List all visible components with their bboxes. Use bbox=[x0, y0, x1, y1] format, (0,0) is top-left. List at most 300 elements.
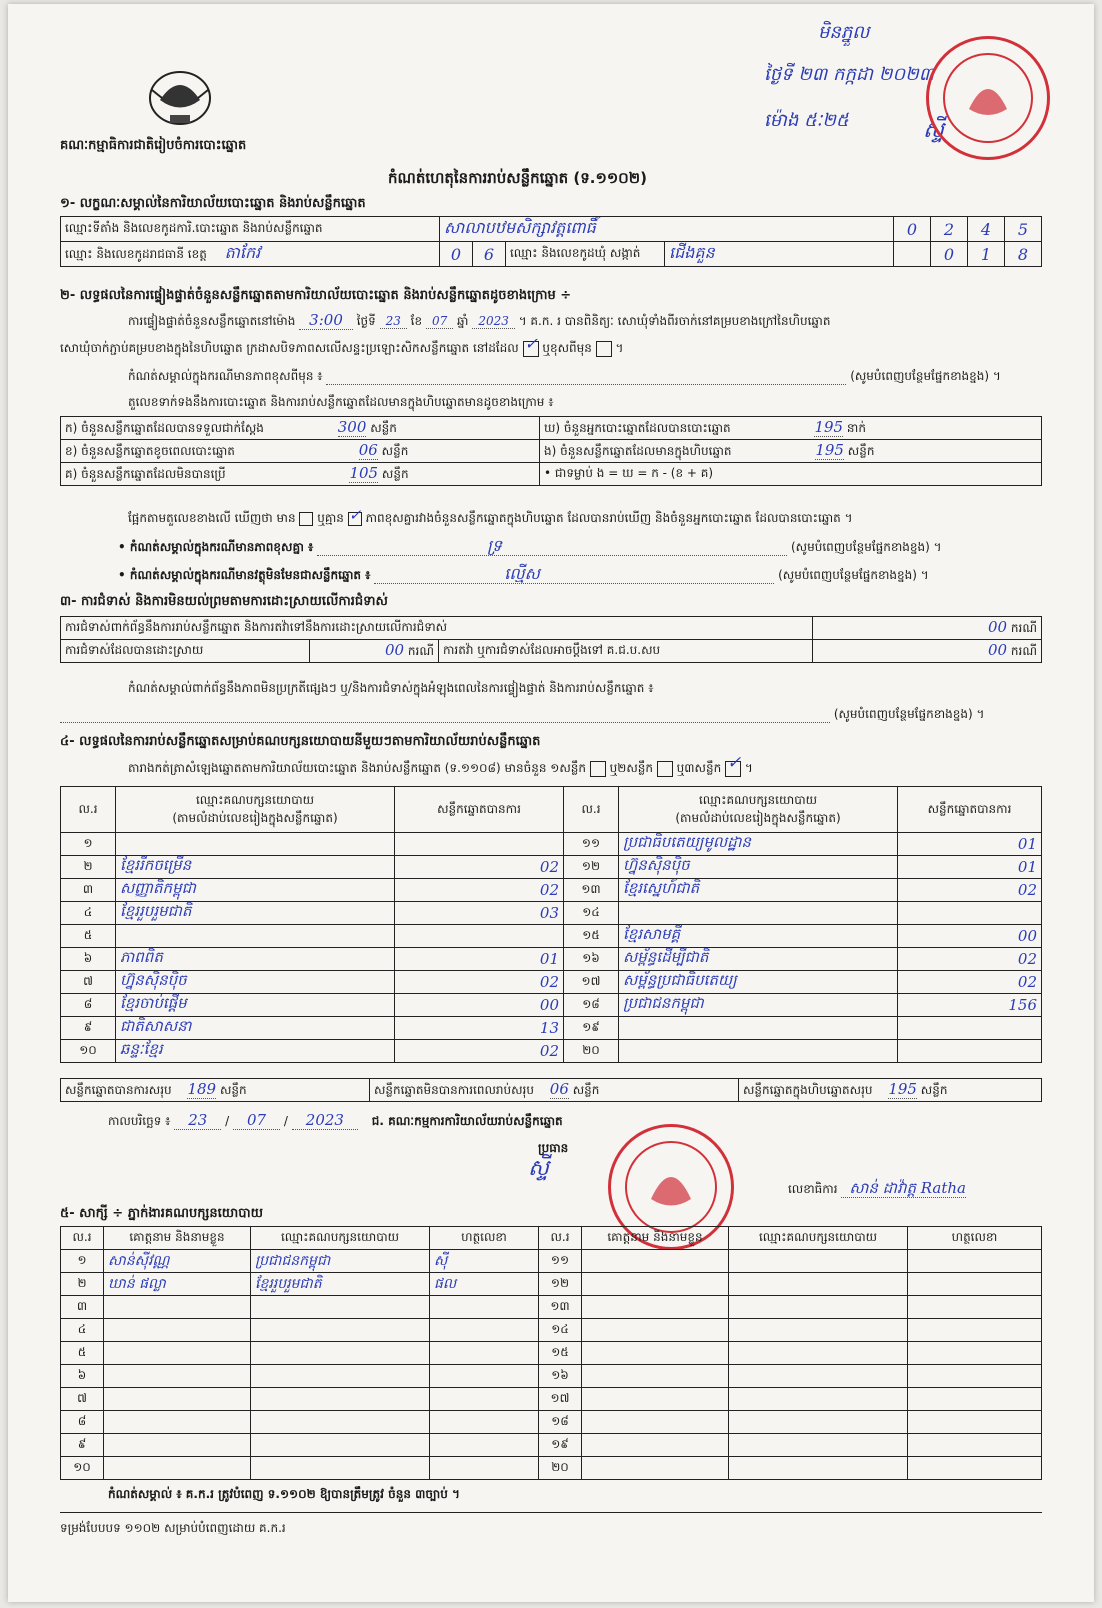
w-col-sign-right: ហត្ថលេខា bbox=[908, 1227, 1042, 1250]
result-votes: 02 bbox=[898, 879, 1042, 902]
w-col-name-right: គោត្តនាម និងនាមខ្លួន bbox=[582, 1227, 729, 1250]
received-value: 300 bbox=[337, 418, 367, 436]
results-body bbox=[61, 833, 1042, 1063]
received-unit: សន្លឹក bbox=[370, 421, 397, 435]
witness-signature bbox=[430, 1434, 539, 1457]
witness-name bbox=[582, 1457, 729, 1480]
voters-label: ឃ) ចំនួនអ្នកបោះឆ្នោតដែលបានបោះឆ្នោត bbox=[544, 421, 731, 435]
result-no: ១០ bbox=[61, 1040, 116, 1063]
result-no: ៨ bbox=[61, 994, 116, 1017]
province-name: តាកែវ bbox=[224, 243, 261, 262]
irregularity-line bbox=[60, 706, 1042, 723]
in-box-unit: សន្លឹក bbox=[847, 444, 875, 458]
witness-no: ៥ bbox=[61, 1342, 104, 1365]
total-box-unit: សន្លឹក bbox=[920, 1083, 948, 1097]
objections-table bbox=[60, 616, 1042, 663]
secretary-signature: សាន់ ដាវ៉ាត្ត Ratha bbox=[841, 1179, 966, 1198]
result-party: ប្រជាធិបតេយ្យមូលដ្ឋាន bbox=[619, 833, 898, 856]
result-votes: 00 bbox=[898, 925, 1042, 948]
result-party: ខ្មែរចាប់ផ្តើម bbox=[116, 994, 395, 1017]
witness-party bbox=[251, 1434, 430, 1457]
same-checkbox[interactable]: ✓ bbox=[523, 341, 539, 357]
witness-party bbox=[729, 1457, 908, 1480]
section2-title: ២- លទ្ធផលនៃការផ្ទៀងផ្ទាត់ចំនួនសន្លឹកឆ្នោតតាមការិយាល័យបោះឆ្នោត និងរាប់សន្លឹកឆ្នោតដូចខាងក្រោម ÷ bbox=[60, 288, 572, 303]
result-votes: 156 bbox=[898, 994, 1042, 1017]
witness-name bbox=[582, 1273, 729, 1296]
difference-note bbox=[128, 368, 1038, 385]
result-no: ៥ bbox=[61, 925, 116, 948]
witness-party bbox=[729, 1388, 908, 1411]
witness-signature bbox=[908, 1319, 1042, 1342]
tally-sheet-intro: តារាងកត់ត្រាសំឡេងឆ្នោតតាមការិយាល័យបោះឆ្នោត និងរាប់សន្លឹកឆ្នោត (ទ.១១០៨) មានចំនួន ១សន្លឹក bbox=[128, 761, 586, 775]
witness-signature bbox=[908, 1273, 1042, 1296]
secretary-label: លេខាធិការ bbox=[788, 1182, 838, 1196]
results-row bbox=[61, 1017, 1042, 1040]
hw-note-2: ថ្ងៃទី ២៣ កក្កដា ២០២៣ bbox=[764, 64, 935, 85]
verify-month: 07 bbox=[426, 314, 453, 329]
result-no: ១៣ bbox=[564, 879, 619, 902]
result-party: ភាពពិត bbox=[116, 948, 395, 971]
results-row bbox=[61, 902, 1042, 925]
objection-label: ការជំទាស់ពាក់ព័ន្ធនឹងការរាប់សន្លឹកឆ្នោត និងការតវ៉ាទៅនឹងការដោះស្រាយលើការជំទាស់ bbox=[61, 617, 813, 640]
witness-name bbox=[582, 1388, 729, 1411]
witness-no: ២០ bbox=[539, 1457, 582, 1480]
date-day: 23 bbox=[174, 1111, 221, 1130]
col-votes-right: សន្លឹកឆ្នោតបានការ bbox=[898, 787, 1042, 833]
result-votes bbox=[898, 1040, 1042, 1063]
witness-name bbox=[582, 1342, 729, 1365]
results-row bbox=[61, 879, 1042, 902]
witness-row bbox=[61, 1250, 1042, 1273]
commission-name: គណៈកម្មាធិការជាតិរៀបចំការបោះឆ្នោត bbox=[60, 138, 247, 153]
voters-unit: នាក់ bbox=[846, 421, 866, 435]
w-col-no-right: ល.រ bbox=[539, 1227, 582, 1250]
witness-no: ១៦ bbox=[539, 1365, 582, 1388]
witness-signature bbox=[430, 1296, 539, 1319]
result-votes: 02 bbox=[395, 1040, 564, 1063]
verify-time: 3:00 bbox=[299, 311, 353, 330]
objection-count: 00 bbox=[988, 618, 1008, 636]
difference-remark bbox=[118, 538, 942, 556]
unused-label: គ) ចំនួនសន្លឹកឆ្នោតដែលមិនបានប្រើ bbox=[65, 467, 226, 481]
location-code-4: 5 bbox=[1005, 217, 1042, 242]
witness-row bbox=[61, 1319, 1042, 1342]
result-no: ២០ bbox=[564, 1040, 619, 1063]
results-row bbox=[61, 1040, 1042, 1063]
formula: • ជាទម្លាប់ ង = ឃ = ក - (ខ + គ) bbox=[540, 463, 1042, 486]
results-row bbox=[61, 994, 1042, 1017]
two-sheet-checkbox[interactable] bbox=[657, 761, 673, 777]
witness-name bbox=[104, 1434, 251, 1457]
difference-remark-value: ទ្រ bbox=[487, 536, 503, 555]
three-sheet-label: ឬ៣សន្លឹក bbox=[676, 761, 722, 775]
witness-no: ១៥ bbox=[539, 1342, 582, 1365]
result-no: ៦ bbox=[61, 948, 116, 971]
verify-rest: ។ គ.ក. រ បានពិនិត្យៈ សោឃុំទាំងពីរចាក់នៅគម្របខាងក្រៅនៃហិបឆ្នោត bbox=[518, 314, 831, 328]
col-votes-left: សន្លឹកឆ្នោតបានការ bbox=[395, 787, 564, 833]
verify-line bbox=[128, 312, 830, 329]
tally-sheet-line: តារាងកត់ត្រាសំឡេងឆ្នោតតាមការិយាល័យបោះឆ្នោត និងរាប់សន្លឹកឆ្នោត (ទ.១១០៨) មានចំនួន ១សន្លឹក ឬ២សន្លឹក ឬ៣សន្លឹក ✓ ។ bbox=[128, 752, 753, 775]
witness-table bbox=[60, 1226, 1042, 1480]
witness-no: ៤ bbox=[61, 1319, 104, 1342]
witness-signature bbox=[430, 1342, 539, 1365]
result-no: ១៥ bbox=[564, 925, 619, 948]
witness-party bbox=[251, 1365, 430, 1388]
location-label: ឈ្មោះទីតាំង និងលេខកូដការិ.បោះឆ្នោត និងរាប់សន្លឹកឆ្នោត bbox=[61, 217, 440, 242]
result-no: ៩ bbox=[61, 1017, 116, 1040]
witness-signature bbox=[908, 1388, 1042, 1411]
col-party-sub-right: (តាមលំដាប់លេខរៀងក្នុងសន្លឹកឆ្នោត) bbox=[675, 810, 841, 825]
witness-signature bbox=[430, 1411, 539, 1434]
results-row bbox=[61, 833, 1042, 856]
results-row bbox=[61, 856, 1042, 879]
no-difference-checkbox[interactable]: ✓ bbox=[348, 505, 362, 524]
result-no: ៤ bbox=[61, 902, 116, 925]
commune-label: ឈ្មោះ និងលេខកូដឃុំ សង្កាត់ bbox=[506, 242, 665, 267]
witness-party bbox=[251, 1388, 430, 1411]
compare-rest: ភាពខុសគ្នារវាងចំនួនសន្លឹកឆ្នោតក្នុងហិបឆ្នោត ដែលបានរាប់ឃើញ និងចំនួនអ្នកបោះឆ្នោត ដែលបានបោះឆ្នោត ។ bbox=[365, 511, 853, 525]
col-no-right: ល.រ bbox=[564, 787, 619, 833]
result-party: ហ្វ៊ុនស៊ិនប៉ិច bbox=[116, 971, 395, 994]
witness-name bbox=[104, 1457, 251, 1480]
witness-name bbox=[104, 1388, 251, 1411]
location-code-2: 2 bbox=[931, 217, 968, 242]
compare-line bbox=[128, 505, 853, 526]
province-label: ឈ្មោះ និងលេខកូដរាជធានី ខេត្ត bbox=[65, 247, 207, 261]
total-valid-unit: សន្លឹក bbox=[219, 1083, 247, 1097]
witness-no: ១៤ bbox=[539, 1319, 582, 1342]
footer-divider bbox=[60, 1512, 1042, 1513]
result-party: ប្រជាជនកម្ពុជា bbox=[619, 994, 898, 1017]
difference-remark-fill: (សូមបំពេញបន្ថែមផ្នែកខាងខ្នង) ។ bbox=[790, 540, 942, 554]
result-party bbox=[619, 1040, 898, 1063]
w-col-no-left: ល.រ bbox=[61, 1227, 104, 1250]
witness-signature bbox=[908, 1434, 1042, 1457]
result-no: ៧ bbox=[61, 971, 116, 994]
seal-line: សោឃុំចាក់ភ្ជាប់គម្របខាងក្នុងនៃហិបឆ្នោត ក្រដាសបិទភាពសលើសន្ទះប្រឡោះសិកសន្លឹកឆ្នោត នៅដដែល ✓ ឬខុសពីមុន ។ bbox=[60, 333, 624, 355]
result-party: ឆន្ទៈខ្មែរ bbox=[116, 1040, 395, 1063]
difference-fill-note: (សូមបំពេញបន្ថែមផ្នែកខាងខ្នង) ។ bbox=[850, 369, 1001, 383]
witness-party bbox=[729, 1342, 908, 1365]
witness-row bbox=[61, 1457, 1042, 1480]
col-party-left: ឈ្មោះគណបក្សនយោបាយ bbox=[195, 792, 315, 807]
result-party bbox=[619, 902, 898, 925]
witness-signature bbox=[908, 1250, 1042, 1273]
spoiled-value: 06 bbox=[358, 441, 378, 459]
witness-row bbox=[61, 1273, 1042, 1296]
result-no: ២ bbox=[61, 856, 116, 879]
spoiled-label: ខ) ចំនួនសន្លឹកឆ្នោតខូចពេលបោះឆ្នោត bbox=[65, 444, 235, 458]
witness-row bbox=[61, 1365, 1042, 1388]
result-party bbox=[619, 1017, 898, 1040]
totals-table bbox=[60, 1078, 1042, 1102]
spoiled-unit: សន្លឹក bbox=[381, 444, 409, 458]
witness-party bbox=[251, 1296, 430, 1319]
witness-signature bbox=[908, 1457, 1042, 1480]
witness-name bbox=[104, 1296, 251, 1319]
witness-name bbox=[104, 1365, 251, 1388]
verify-day: 23 bbox=[380, 314, 407, 329]
witness-no: ១៣ bbox=[539, 1296, 582, 1319]
w-col-party-right: ឈ្មោះគណបក្សនយោបាយ bbox=[729, 1227, 908, 1250]
in-box-value: 195 bbox=[815, 441, 844, 459]
w-col-sign-left: ហត្ថលេខា bbox=[430, 1227, 539, 1250]
total-invalid-label: សន្លឹកឆ្នោតមិនបានការពេលរាប់សរុប bbox=[374, 1083, 534, 1097]
witness-party: ខ្មែររួបរួមជាតិ bbox=[251, 1273, 430, 1296]
location-table bbox=[60, 216, 1042, 267]
result-votes: 01 bbox=[898, 833, 1042, 856]
col-party-sub-left: (តាមលំដាប់លេខរៀងក្នុងសន្លឹកឆ្នោត) bbox=[172, 810, 338, 825]
in-box-label: ង) ចំនួនសន្លឹកឆ្នោតដែលមានក្នុងហិបឆ្នោត bbox=[544, 444, 732, 458]
result-votes: 01 bbox=[898, 856, 1042, 879]
result-no: ១៨ bbox=[564, 994, 619, 1017]
witness-name bbox=[104, 1319, 251, 1342]
different-checkbox[interactable] bbox=[596, 341, 612, 357]
witness-row bbox=[61, 1388, 1042, 1411]
w-col-party-left: ឈ្មោះគណបក្សនយោបាយ bbox=[251, 1227, 430, 1250]
total-invalid-unit: សន្លឹក bbox=[572, 1083, 600, 1097]
date-line: កាលបរិច្ឆេទ ៖ 23 / 07 / 2023 ជ. គណៈកម្មការការិយាល័យរាប់សន្លឹកឆ្នោត bbox=[108, 1111, 563, 1129]
result-votes bbox=[395, 925, 564, 948]
province-code-2: 6 bbox=[473, 242, 506, 267]
result-party: សម្ព័ន្ធប្រជាធិបតេយ្យ bbox=[619, 971, 898, 994]
result-no: ១៦ bbox=[564, 948, 619, 971]
appeal-count: 00 bbox=[988, 641, 1008, 659]
witness-name bbox=[582, 1411, 729, 1434]
witness-party bbox=[251, 1319, 430, 1342]
date-label: កាលបរិច្ឆេទ ៖ bbox=[108, 1114, 171, 1128]
result-no: ១១ bbox=[564, 833, 619, 856]
difference-remark-label: • កំណត់សម្គាល់ក្នុងករណីមានភាពខុសគ្នា ៖ bbox=[118, 540, 314, 554]
appeal-unit: ករណី bbox=[1010, 644, 1037, 658]
witness-no: ៩ bbox=[61, 1434, 104, 1457]
witness-party: ប្រជាជនកម្ពុជា bbox=[251, 1250, 430, 1273]
witness-row bbox=[61, 1434, 1042, 1457]
witness-signature bbox=[908, 1411, 1042, 1434]
verify-year-label: ឆ្នាំ bbox=[457, 314, 469, 328]
witness-name bbox=[582, 1319, 729, 1342]
hw-note-3: ម៉ោង ៥ៈ២៥ bbox=[764, 110, 849, 131]
result-votes: 03 bbox=[395, 902, 564, 925]
witness-signature bbox=[908, 1296, 1042, 1319]
witness-name: សាន់ស៊ីវណ្ណ bbox=[104, 1250, 251, 1273]
date-month: 07 bbox=[233, 1111, 280, 1130]
witness-signature bbox=[908, 1342, 1042, 1365]
total-valid-label: សន្លឹកឆ្នោតបានការសរុប bbox=[65, 1083, 172, 1097]
witness-party bbox=[729, 1411, 908, 1434]
location-code-3: 4 bbox=[968, 217, 1005, 242]
col-party-right: ឈ្មោះគណបក្សនយោបាយ bbox=[698, 792, 818, 807]
result-no: ១៧ bbox=[564, 971, 619, 994]
results-row bbox=[61, 925, 1042, 948]
witness-name bbox=[582, 1296, 729, 1319]
chair-signature: ស្ទី bbox=[528, 1156, 549, 1181]
witness-name bbox=[582, 1365, 729, 1388]
witness-body bbox=[61, 1250, 1042, 1480]
witness-no: ១៧ bbox=[539, 1388, 582, 1411]
result-no: ១៩ bbox=[564, 1017, 619, 1040]
unused-value: 105 bbox=[349, 464, 379, 482]
result-votes: 02 bbox=[395, 879, 564, 902]
verify-day-label: ថ្ងៃទី bbox=[356, 314, 376, 328]
results-row bbox=[61, 948, 1042, 971]
witness-party bbox=[729, 1250, 908, 1273]
witness-no: ៨ bbox=[61, 1411, 104, 1434]
result-votes: 02 bbox=[898, 971, 1042, 994]
witness-signature bbox=[430, 1319, 539, 1342]
witness-row bbox=[61, 1296, 1042, 1319]
results-row bbox=[61, 971, 1042, 994]
foreign-object-remark bbox=[118, 566, 929, 584]
witness-name bbox=[104, 1411, 251, 1434]
witness-no: ២ bbox=[61, 1273, 104, 1296]
location-code-1: 0 bbox=[894, 217, 931, 242]
witness-signature bbox=[430, 1457, 539, 1480]
witness-no: ៦ bbox=[61, 1365, 104, 1388]
witness-no: ១២ bbox=[539, 1273, 582, 1296]
witness-signature bbox=[908, 1365, 1042, 1388]
footer-note: កំណត់សម្គាល់ ៖ គ.ក.រ ត្រូវបំពេញ ទ.១១០២ ឱ្យបានត្រឹមត្រូវ ចំនួន ៣ច្បាប់ ។ bbox=[108, 1487, 460, 1501]
date-year: 2023 bbox=[292, 1111, 358, 1130]
witness-no: ១៨ bbox=[539, 1411, 582, 1434]
witness-signature bbox=[430, 1388, 539, 1411]
witness-no: ៣ bbox=[61, 1296, 104, 1319]
result-party: ខ្មែរស្នេហ៍ជាតិ bbox=[619, 879, 898, 902]
chair-label: ប្រធាន bbox=[538, 1141, 569, 1155]
verify-month-label: ខែ bbox=[410, 314, 423, 328]
irregularity-note: កំណត់សម្គាល់ពាក់ព័ន្ធនឹងភាពមិនប្រក្រតីផ្សេងៗ ឬ/និងការជំទាស់ក្នុងអំឡុងពេលនៃការផ្ទៀងផ្ទាត់ និងការរាប់សន្លឹកឆ្នោត ៖ bbox=[128, 681, 654, 695]
result-votes: 02 bbox=[898, 948, 1042, 971]
commune-code-3: 8 bbox=[1005, 242, 1042, 267]
result-party: សញ្ញាតិកម្ពុជា bbox=[116, 879, 395, 902]
witness-no: ៧ bbox=[61, 1388, 104, 1411]
official-stamp-top bbox=[926, 36, 1050, 160]
witness-party bbox=[251, 1342, 430, 1365]
result-no: ៣ bbox=[61, 879, 116, 902]
section3-title: ៣- ការជំទាស់ និងការមិនយល់ព្រមតាមការដោះស្រាយលើការជំទាស់ bbox=[60, 594, 388, 609]
unused-unit: សន្លឹក bbox=[381, 467, 409, 481]
result-votes: 01 bbox=[395, 948, 564, 971]
result-party: ហ្វ៊ុនស៊ិនប៉ិច bbox=[619, 856, 898, 879]
witness-party bbox=[729, 1365, 908, 1388]
col-no-left: ល.រ bbox=[61, 787, 116, 833]
result-party: ខ្មែរសាមគ្គី bbox=[619, 925, 898, 948]
result-party: ខ្មែររីកចម្រើន bbox=[116, 856, 395, 879]
two-sheet-label: ឬ២សន្លឹក bbox=[609, 761, 654, 775]
hw-signature-top: ស្ទី bbox=[923, 118, 944, 143]
form-sheet bbox=[8, 4, 1094, 1602]
province-code-1: 0 bbox=[440, 242, 473, 267]
results-table bbox=[60, 786, 1042, 1063]
one-sheet-checkbox[interactable] bbox=[590, 761, 606, 777]
section5-title: ៥- សាក្សី ÷ ភ្នាក់ងារគណបក្សនយោបាយ bbox=[60, 1206, 263, 1221]
witness-no: ១ bbox=[61, 1250, 104, 1273]
result-votes: 02 bbox=[395, 971, 564, 994]
commune-code-1: 0 bbox=[931, 242, 968, 267]
result-party: សម្ព័ន្ធដើម្បីជាតិ bbox=[619, 948, 898, 971]
result-no: ១ bbox=[61, 833, 116, 856]
result-votes bbox=[395, 833, 564, 856]
witness-signature: ស៊ី bbox=[430, 1250, 539, 1273]
witness-signature bbox=[430, 1365, 539, 1388]
hw-note-1: មិនភ្នួល bbox=[818, 22, 870, 43]
compare-label: ផ្អែកតាមតួលេខខាងលើ ឃើញថា មាន bbox=[128, 511, 296, 525]
total-box-label: សន្លឹកឆ្នោតក្នុងហិបឆ្នោតសរុប bbox=[743, 1083, 873, 1097]
result-votes bbox=[898, 902, 1042, 925]
resolved-unit: ករណី bbox=[407, 644, 434, 658]
witness-party bbox=[729, 1273, 908, 1296]
no-difference-label: ឬគ្មាន bbox=[317, 511, 344, 525]
location-name: សាលាបឋមសិក្សាវត្តពោធិ៍ bbox=[440, 217, 894, 242]
three-sheet-checkbox[interactable]: ✓ bbox=[725, 761, 741, 777]
result-votes: 13 bbox=[395, 1017, 564, 1040]
resolved-label: ការជំទាស់ដែលបានដោះស្រាយ bbox=[61, 640, 310, 663]
resolved-count: 00 bbox=[385, 641, 405, 659]
section4-title: ៤- លទ្ធផលនៃការរាប់សន្លឹកឆ្នោតសម្រាប់គណបក្សនយោបាយនីមួយៗតាមការិយាល័យរាប់សន្លឹកឆ្នោត bbox=[60, 734, 541, 749]
verify-year: 2023 bbox=[472, 314, 515, 329]
figures-intro: តួលេខទាក់ទងនឹងការបោះឆ្នោត និងការរាប់សន្លឹកឆ្នោតដែលមានក្នុងហិបឆ្នោតមានដូចខាងក្រោម ៖ bbox=[128, 395, 554, 409]
foreign-object-fill: (សូមបំពេញបន្ថែមផ្នែកខាងខ្នង) ។ bbox=[778, 568, 929, 582]
different-label: ឬខុសពីមុន bbox=[542, 341, 592, 355]
witness-party bbox=[729, 1319, 908, 1342]
committee-label: ជ. គណៈកម្មការការិយាល័យរាប់សន្លឹកឆ្នោត bbox=[371, 1114, 563, 1128]
section1-title: ១- លក្ខណៈសម្គាល់នៃការិយាល័យបោះឆ្នោត និងរាប់សន្លឹកឆ្នោត bbox=[60, 196, 366, 211]
witness-no: ១៩ bbox=[539, 1434, 582, 1457]
witness-row bbox=[61, 1342, 1042, 1365]
secretary-line bbox=[788, 1180, 966, 1197]
objection-unit: ករណី bbox=[1010, 621, 1037, 635]
result-party: ខ្មែររួបរួមជាតិ bbox=[116, 902, 395, 925]
result-no: ១២ bbox=[564, 856, 619, 879]
witness-name bbox=[582, 1250, 729, 1273]
difference-note-line bbox=[326, 368, 846, 385]
result-no: ១៤ bbox=[564, 902, 619, 925]
received-label: ក) ចំនួនសន្លឹកឆ្នោតដែលបានទទួលជាក់ស្តែង bbox=[65, 421, 264, 435]
seal-text: សោឃុំចាក់ភ្ជាប់គម្របខាងក្នុងនៃហិបឆ្នោត ក្រដាសបិទភាពសលើសន្ទះប្រឡោះសិកសន្លឹកឆ្នោត នៅដដែល bbox=[60, 341, 519, 355]
footer-form-label: ទម្រង់បែបបទ ១១០២ សម្រាប់បំពេញដោយ គ.ក.រ bbox=[60, 1521, 286, 1535]
result-party bbox=[116, 925, 395, 948]
verify-time-label: ការផ្ទៀងផ្ទាត់ចំនួនសន្លឹកឆ្នោតនៅម៉ោង bbox=[128, 314, 296, 328]
witness-row bbox=[61, 1411, 1042, 1434]
has-difference-checkbox[interactable] bbox=[299, 512, 313, 526]
result-party: ជាតិសាសនា bbox=[116, 1017, 395, 1040]
result-votes: 00 bbox=[395, 994, 564, 1017]
foreign-object-label: • កំណត់សម្គាល់ក្នុងករណីមានវត្ថុមិនមែនជាសន្លឹកឆ្នោត ៖ bbox=[118, 568, 371, 582]
witness-name bbox=[582, 1434, 729, 1457]
voters-value: 195 bbox=[814, 418, 844, 436]
witness-name bbox=[104, 1342, 251, 1365]
witness-name: ឃាន់ ផល្លា bbox=[104, 1273, 251, 1296]
w-col-name-left: គោត្តនាម និងនាមខ្លួន bbox=[104, 1227, 251, 1250]
commune-code-2: 1 bbox=[968, 242, 1005, 267]
total-valid-value: 189 bbox=[187, 1080, 217, 1098]
difference-note-label: កំណត់សម្គាល់ក្នុងករណីមានភាពខុសពីមុន ៖ bbox=[128, 369, 323, 383]
foreign-object-value: ល្មើស bbox=[504, 564, 540, 583]
figures-table bbox=[60, 416, 1042, 486]
witness-no: ១០ bbox=[61, 1457, 104, 1480]
result-votes: 02 bbox=[395, 856, 564, 879]
total-invalid-value: 06 bbox=[549, 1080, 569, 1098]
total-box-value: 195 bbox=[888, 1080, 917, 1098]
commune-name: ជើងគួន bbox=[665, 242, 894, 267]
result-party bbox=[116, 833, 395, 856]
witness-party bbox=[251, 1457, 430, 1480]
witness-party bbox=[251, 1411, 430, 1434]
witness-party bbox=[729, 1434, 908, 1457]
irregularity-fill: (សូមបំពេញបន្ថែមផ្នែកខាងខ្នង) ។ bbox=[833, 707, 985, 721]
nec-emblem bbox=[140, 60, 220, 130]
result-votes bbox=[898, 1017, 1042, 1040]
